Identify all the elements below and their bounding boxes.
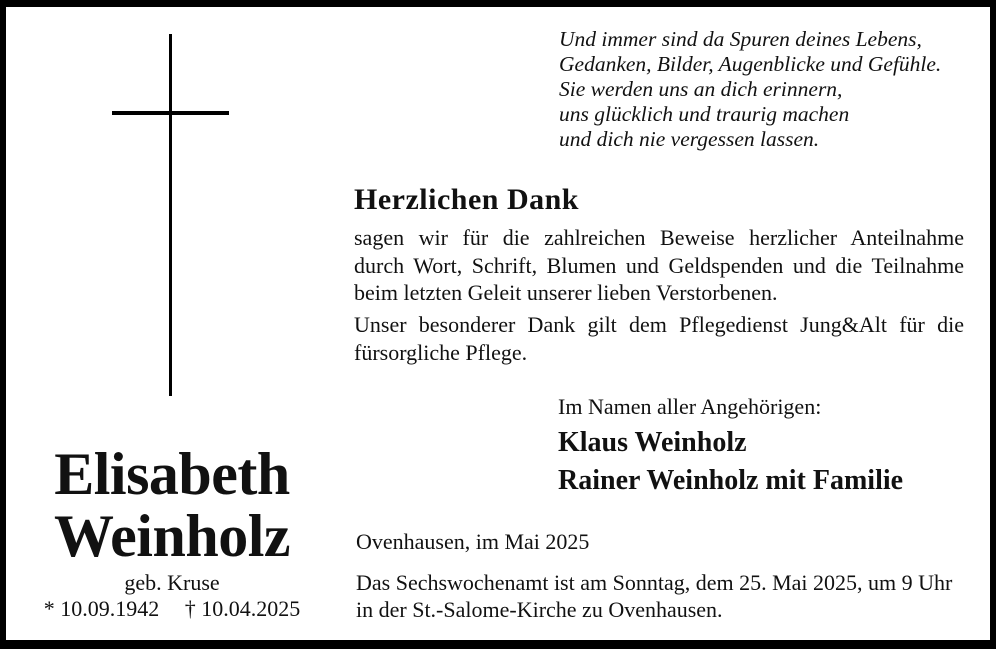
thanks-paragraph [354,224,964,307]
deceased-last-name: Weinholz [53,503,291,569]
poem-line: und dich nie vergessen lassen. [559,127,820,151]
special-thanks-paragraph [354,311,964,366]
poem-line: Sie werden uns an dich erinnern, [559,77,843,101]
signature-names [558,424,903,499]
poem-line: uns glücklich und traurig machen [559,102,850,126]
deceased-first-name: Elisabeth [54,441,290,507]
paragraph-line: Unser besonderer Dank gilt dem Pflegedienst Jung&Alt für die [354,312,964,337]
death-date: † 10.04.2025 [184,596,301,621]
paragraph-line: durch Wort, Schrift, Blumen und Geldspenden und die Teilnahme [354,252,964,278]
maiden-name: geb. Kruse [124,570,220,595]
signature-name: Rainer Weinholz mit Familie [558,464,904,496]
paragraph-line: sagen wir für die zahlreichen Beweise herzlicher Anteilnahme [354,225,964,250]
place-and-date: Ovenhausen, im Mai 2025 [356,529,590,554]
cross-vertical-bar [169,34,172,396]
poem-line: Gedanken, Bilder, Augenblicke und Gefühle. [559,52,942,76]
service-announcement [356,570,972,623]
signature-intro: Im Namen aller Angehörigen: [558,394,822,419]
paragraph-line: beim letzten Geleit unserer lieben Verstorbenen. [354,280,778,305]
deceased-name-block [26,443,318,621]
birth-date: * 10.09.1942 [43,596,160,621]
memorial-poem [559,27,979,152]
signature-name: Klaus Weinholz [558,427,747,458]
life-dates [26,597,318,621]
page-title: Herzlichen Dank [354,183,579,216]
service-line: in der St.-Salome-Kirche zu Ovenhausen. [356,596,723,622]
paragraph-line: fürsorgliche Pflege. [354,339,528,365]
cross-horizontal-bar [112,111,229,115]
service-line: Das Sechswochenamt ist am Sonntag, dem 25. Mai 2025, um 9 Uhr [356,570,953,595]
poem-line: Und immer sind da Spuren deines Lebens, [559,27,922,51]
